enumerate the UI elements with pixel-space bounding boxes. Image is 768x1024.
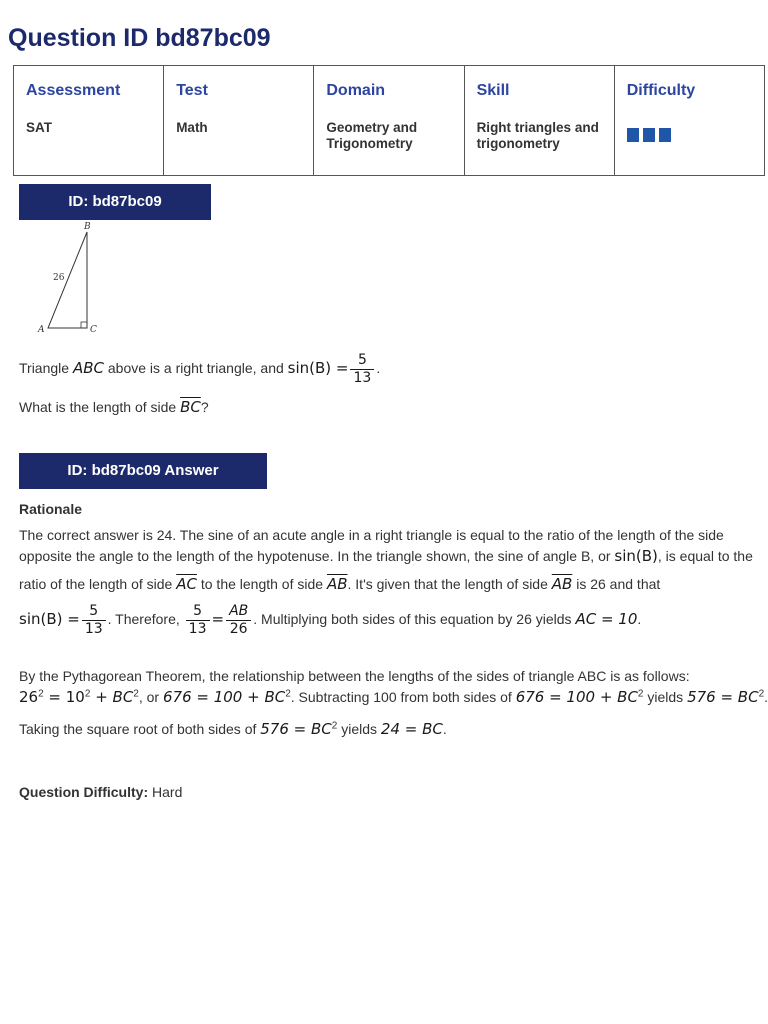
rationale-p2-line1: By the Pythagorean Theorem, the relationship between the lengths of the sides of triangle ABC is as follows: — [19, 668, 690, 684]
question-difficulty — [19, 784, 182, 800]
fraction-5-13: $\frac{5}{13}$ — [350, 352, 374, 387]
page-title: Question ID bd87bc09 — [8, 24, 271, 52]
meta-header-skill: Skill — [476, 82, 510, 99]
difficulty-bar-2 — [643, 128, 655, 142]
rationale-p2-line3: Taking the square root of both sides of $576 = BC^2$ yields 24 = BC. — [19, 720, 447, 738]
meta-header-difficulty: Difficulty — [626, 82, 696, 99]
answer-id-banner: ID: bd87bc09 Answer — [19, 453, 267, 489]
question-line-1: Triangle ABC above is a right triangle, and sin(B) = $\frac{5}{13}$ . — [19, 352, 381, 386]
difficulty-bar-1 — [627, 128, 639, 142]
vertex-label-b: B — [84, 222, 91, 232]
meta-cell-test — [164, 66, 314, 176]
right-triangle-figure — [30, 220, 110, 338]
vertex-label-a: A — [38, 325, 45, 335]
meta-header-test: Test — [176, 82, 208, 99]
meta-value-skill-line1: Right triangles and — [476, 120, 599, 135]
difficulty-indicator — [627, 128, 752, 142]
difficulty-value: Hard — [148, 784, 183, 800]
rationale-p1-line3: ratio of the length of side $\overline{AC}$ to the length of side $\overline{AB}$. It's given that the length of side $\overline{AB}$ is 26 and that — [19, 575, 661, 593]
question-line-2: What is the length of side $\overline{BC}$? — [19, 398, 209, 416]
meta-cell-assessment — [14, 66, 164, 176]
meta-value-test: Math — [176, 120, 208, 135]
rationale-heading: Rationale — [19, 501, 83, 517]
rationale-p1-line2: opposite the angle to the length of the hypotenuse. In the triangle shown, the sine of angle B, or sin(B), is equal to the — [19, 547, 753, 565]
difficulty-label: Question Difficulty: — [19, 784, 149, 800]
meta-cell-skill — [464, 66, 614, 176]
meta-value-assessment: SAT — [26, 120, 52, 135]
meta-value-domain-line1: Geometry and — [326, 120, 418, 135]
side-length-label: 26 — [53, 273, 65, 283]
meta-value-domain-line2: Trigonometry — [326, 136, 413, 151]
vertex-label-c: C — [90, 325, 97, 335]
meta-cell-difficulty — [614, 66, 764, 176]
rationale-p1-line4: sin(B) = $\frac{5}{13}$ . Therefore, $\frac{5}{13}$ = $\frac{AB}{26}$ . Multiplying both sides of this equation by 26 yields AC = 10. — [19, 603, 642, 637]
question-meta-table — [13, 65, 765, 176]
meta-header-domain: Domain — [326, 82, 386, 99]
rationale-p1-line1: The correct answer is 24. The sine of an acute angle in a right triangle is equal to the ratio of the length of the side — [19, 527, 724, 543]
difficulty-bar-3 — [659, 128, 671, 142]
meta-header-assessment: Assessment — [26, 82, 121, 99]
meta-cell-domain — [314, 66, 464, 176]
right-angle-marker — [81, 322, 87, 328]
meta-value-skill-line2: trigonometry — [476, 136, 560, 151]
rationale-p2-line2: $26^2 = 10^2 + BC^2$, or $676 = 100 + BC^2$. Subtracting 100 from both sides of $676 = 100 + BC^2$ yields $576 = BC^2$. — [19, 688, 768, 706]
question-id-banner: ID: bd87bc09 — [19, 184, 211, 220]
